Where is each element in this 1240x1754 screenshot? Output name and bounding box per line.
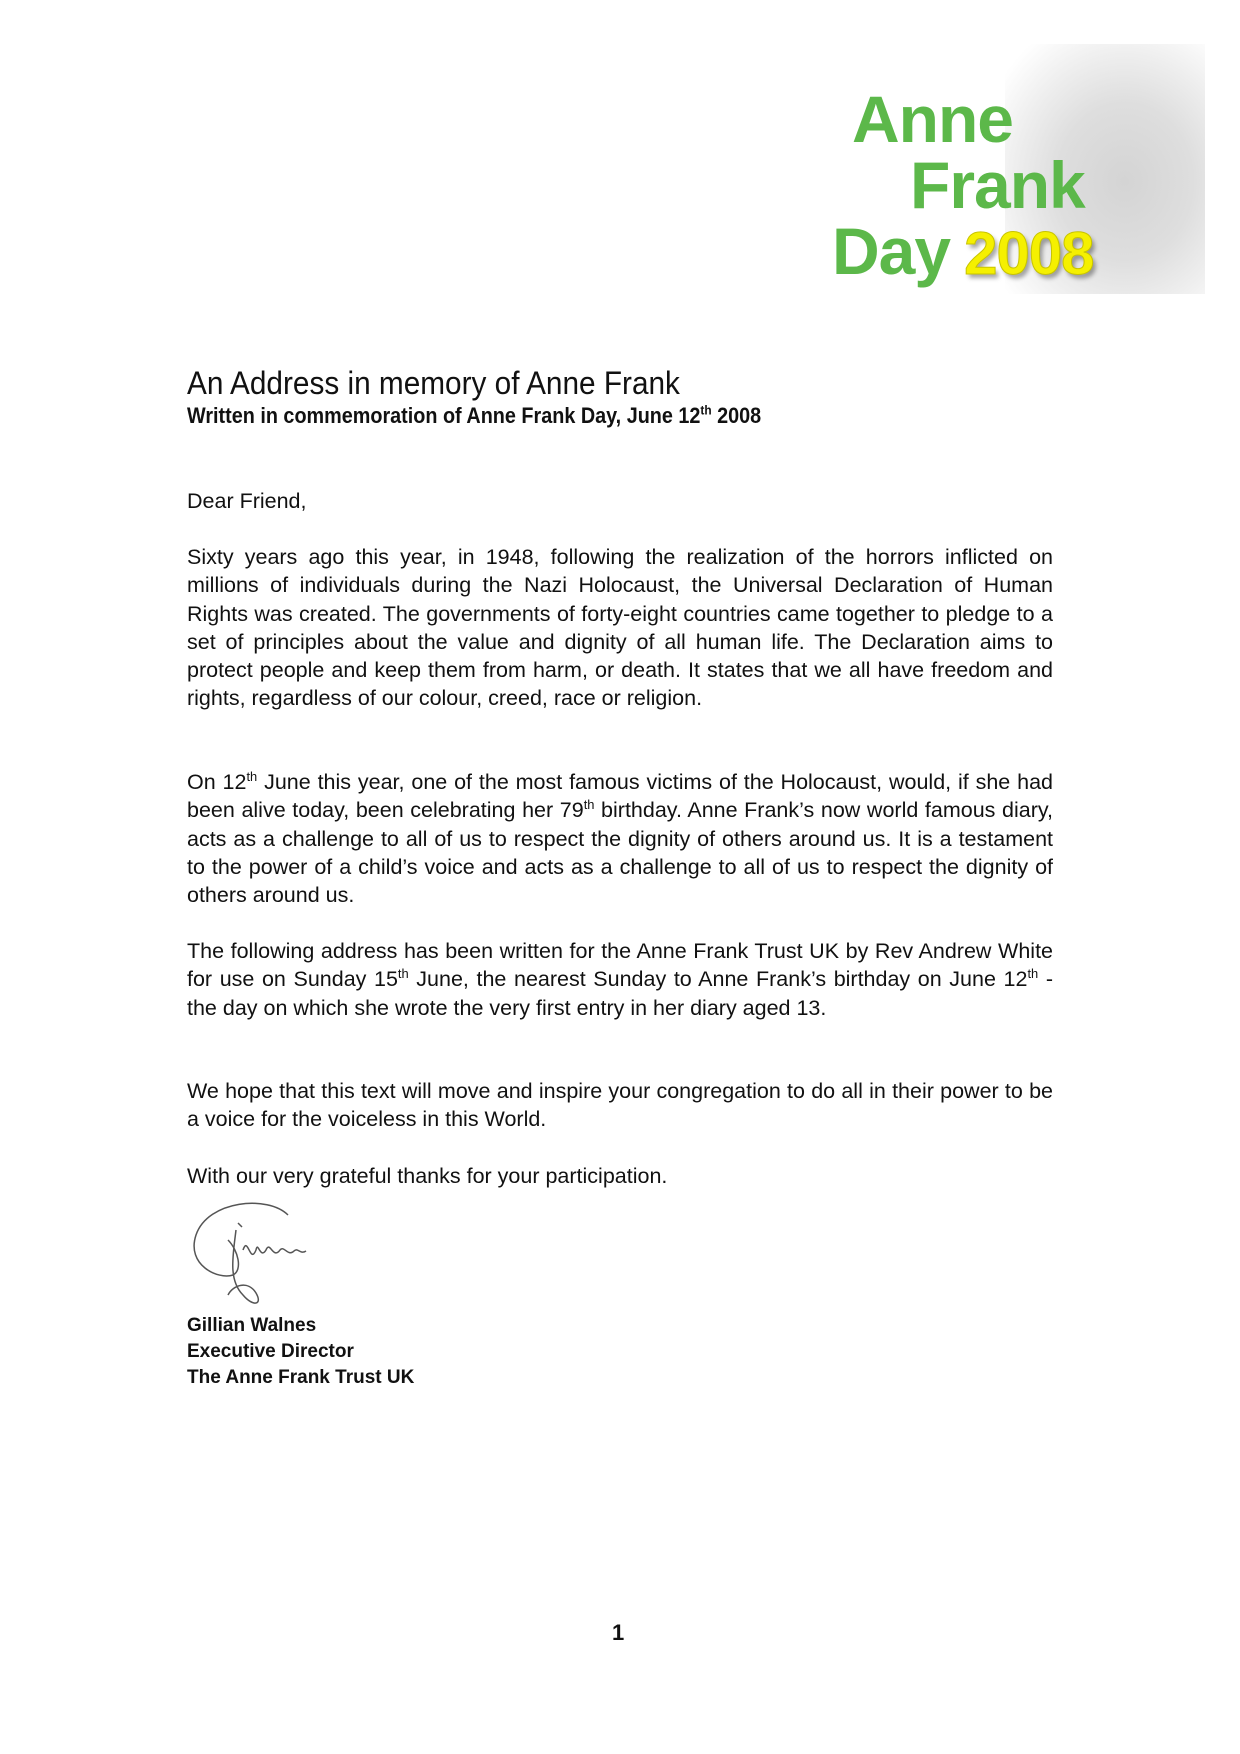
signatory-role: Executive Director	[187, 1341, 354, 1362]
logo-line-anne: Anne	[852, 82, 1013, 156]
p3-sup-a: th	[397, 966, 409, 982]
paragraph-2-text	[187, 768, 1053, 909]
page-title: An Address in memory of Anne Frank	[187, 365, 680, 401]
signature-image	[188, 1195, 358, 1315]
greeting	[187, 487, 1053, 515]
page-subtitle	[187, 403, 761, 429]
paragraph-2	[187, 768, 1053, 909]
p3-part-a: The following address has been written for the Anne Frank Trust UK by Rev Andrew White for use on Sunday 15	[187, 939, 1053, 992]
subtitle-text: Written in commemoration of Anne Frank Day, June 12	[187, 403, 701, 428]
logo-year: 2008	[964, 220, 1094, 287]
signatory-name: Gillian Walnes	[187, 1315, 317, 1336]
p2-part-c: birthday. Anne Frank’s now world famous diary, acts as a challenge to all of us to respect the dignity of others around us. It is a testament to the power of a child’s voice and acts as a challenge to all of us to respect the dignity of others around us.	[187, 798, 1054, 908]
paragraph-4	[187, 1077, 1053, 1134]
paragraph-1-text: Sixty years ago this year, in 1948, following the realization of the horrors inflicted on millions of individuals during the Nazi Holocaust, the Universal Declaration of Human Rights was created. The governments of forty-eight countries came together to pledge to a set of principles about the value and dignity of all human life. The Declaration aims to protect people and keep them from harm, or death. It states that we all have freedom and rights, regardless of our colour, creed, race or religion.	[187, 545, 1053, 711]
paragraph-5	[187, 1162, 1053, 1190]
logo-line-day	[832, 214, 1094, 288]
signoff-block	[187, 1313, 414, 1391]
page-number: 1	[612, 1620, 625, 1645]
p2-part-b: June this year, one of the most famous victims of the Holocaust, would, if she had been alive today, been celebrating her 79	[187, 770, 1053, 823]
logo-day-text: Day	[832, 214, 951, 288]
subtitle-sup: th	[700, 402, 712, 418]
greeting-text: Dear Friend,	[187, 489, 307, 513]
paragraph-3	[187, 937, 1053, 1022]
paragraph-4-text: We hope that this text will move and inspire your congregation to do all in their power to be a voice for the voiceless in this World.	[187, 1079, 1053, 1132]
signatory-organization: The Anne Frank Trust UK	[187, 1367, 415, 1388]
p3-part-c: - the day on which she wrote the very first entry in her diary aged 13.	[187, 967, 1053, 1020]
p3-sup-b: th	[1027, 966, 1039, 982]
p2-sup-b: th	[583, 797, 595, 813]
anne-frank-day-logo	[820, 44, 1205, 294]
logo-line-frank: Frank	[910, 148, 1085, 222]
subtitle-year: 2008	[711, 403, 762, 428]
paragraph-5-text: With our very grateful thanks for your participation.	[187, 1164, 668, 1188]
paragraph-1	[187, 543, 1053, 713]
p3-part-b: June, the nearest Sunday to Anne Frank’s birthday on June 12	[408, 967, 1028, 992]
p2-part-a: On 12	[187, 770, 247, 794]
paragraph-3-text	[187, 937, 1053, 1022]
p2-sup-a: th	[246, 768, 258, 784]
